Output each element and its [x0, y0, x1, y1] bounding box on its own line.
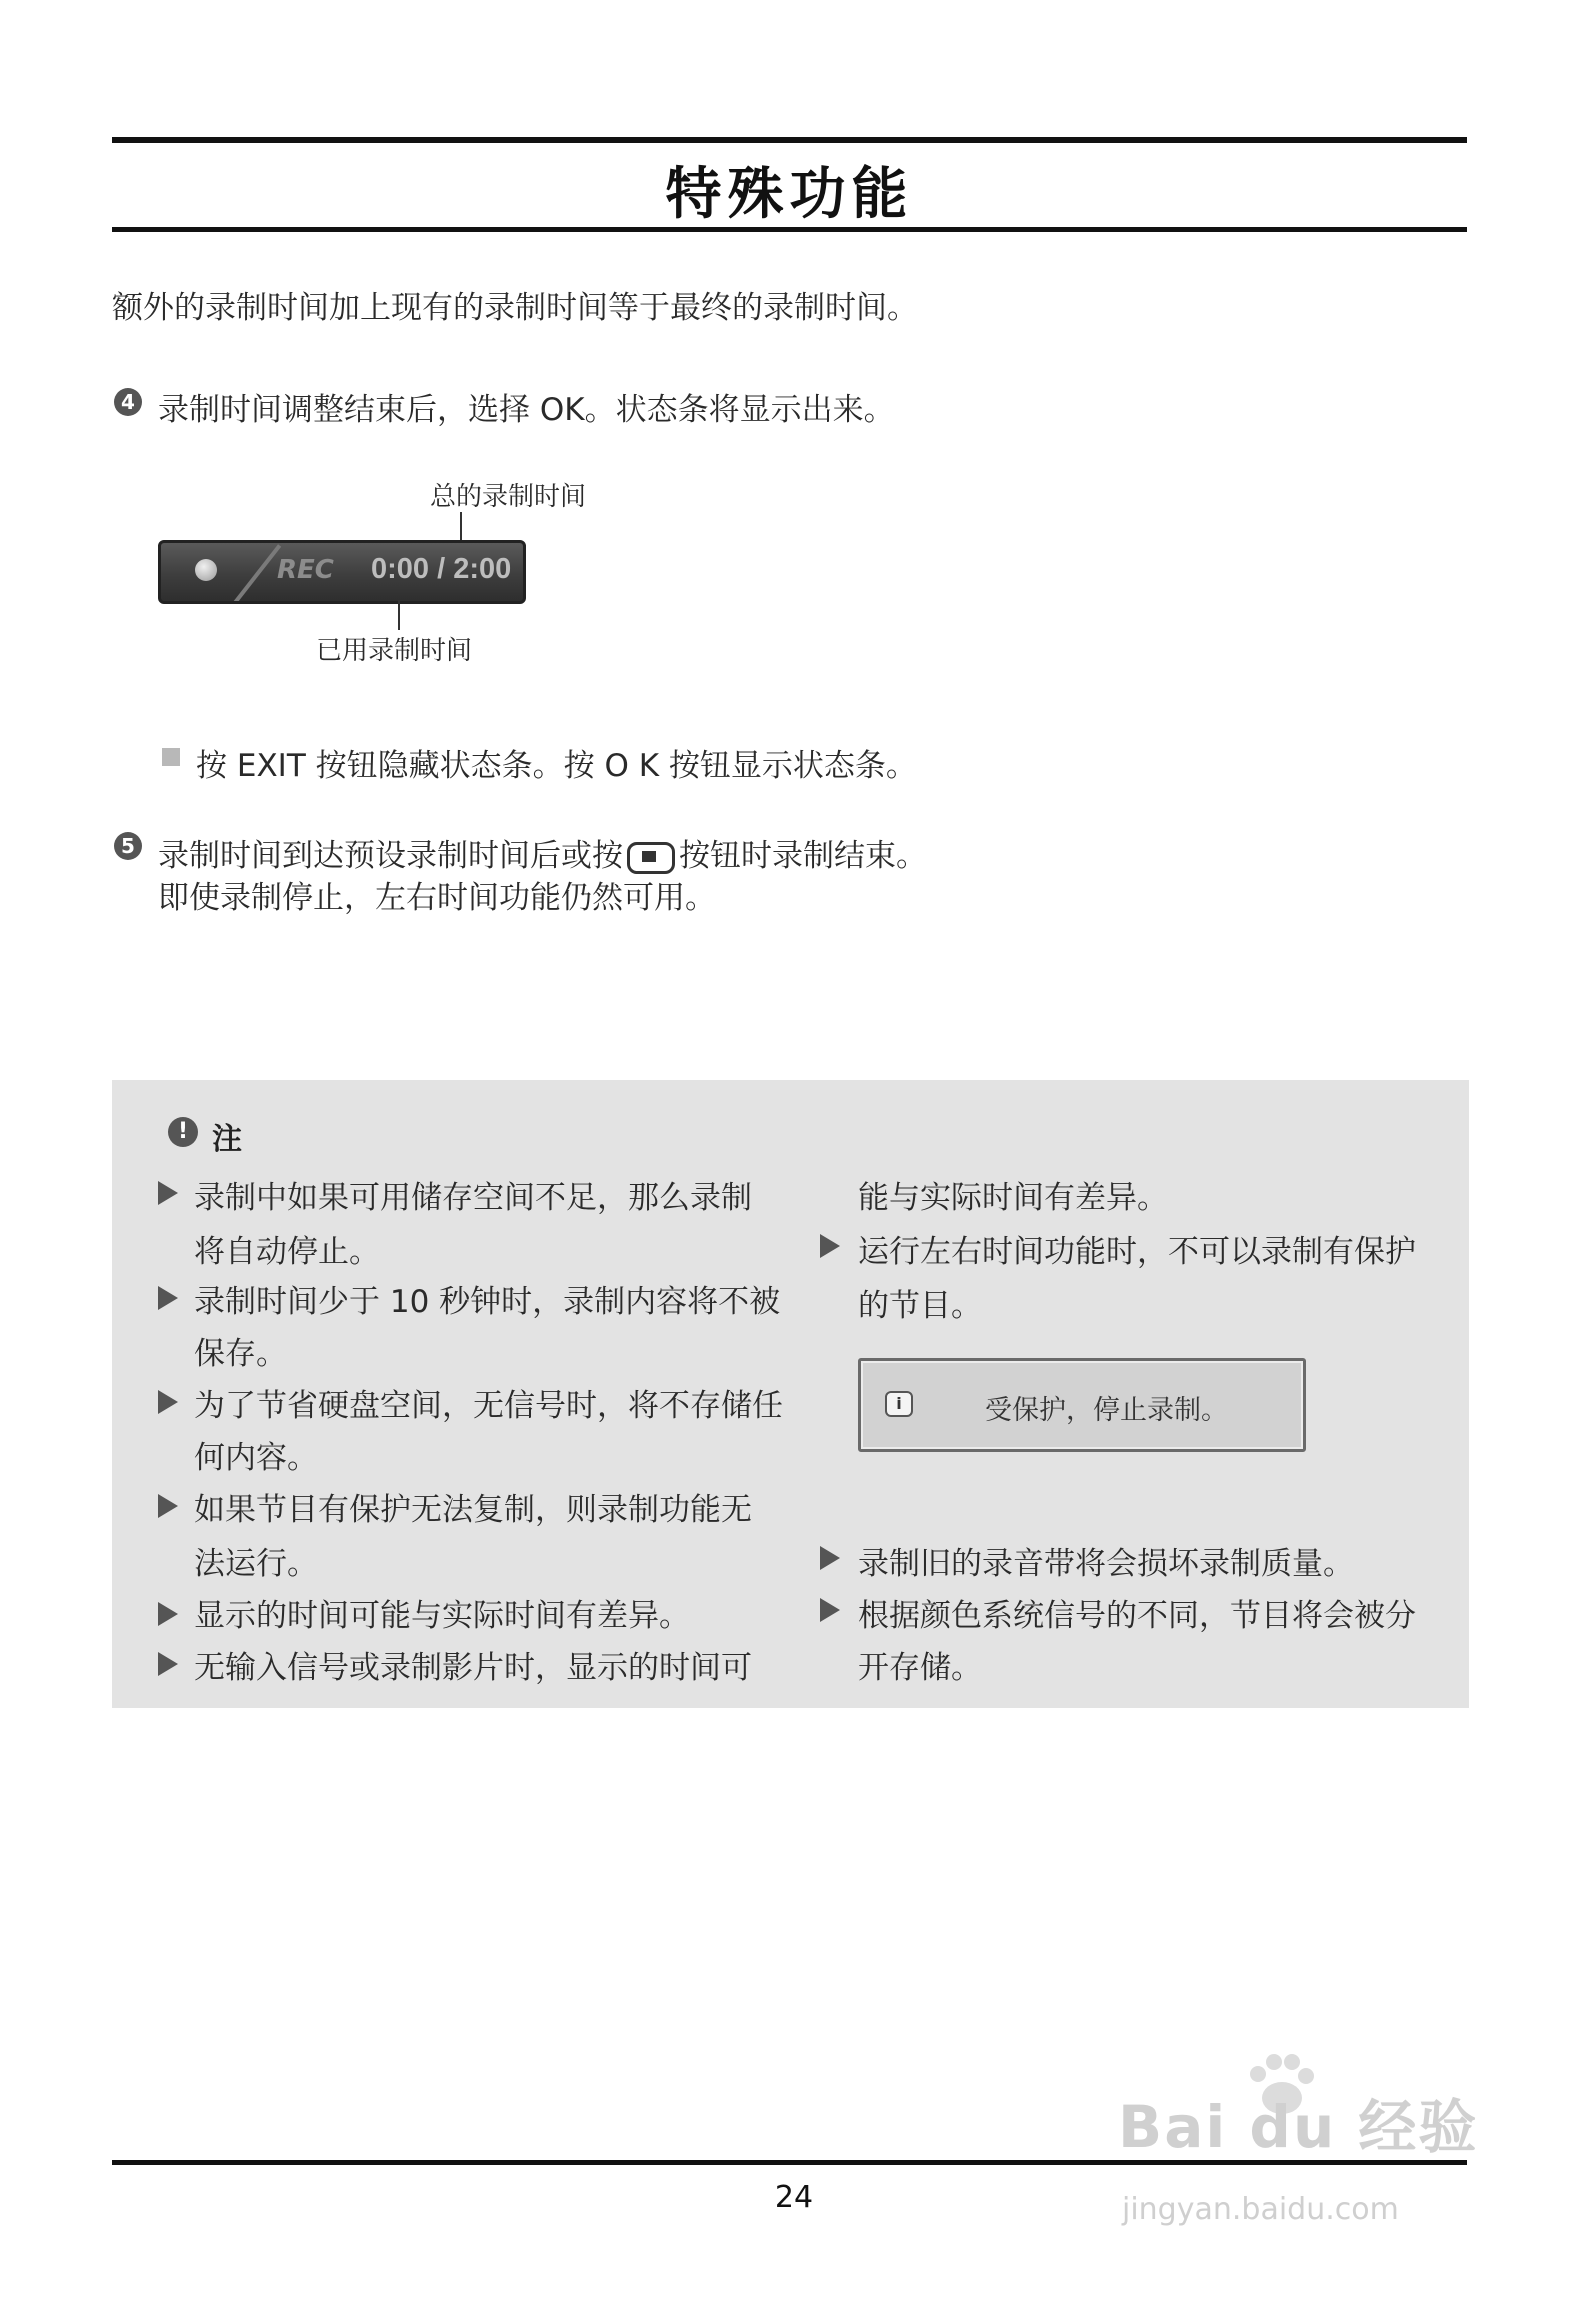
triangle-bullet-icon: [158, 1494, 178, 1518]
triangle-bullet-icon: [158, 1286, 178, 1310]
note-right-3b: 开存储。: [858, 1650, 982, 1686]
note-left-1a: 录制中如果可用储存空间不足，那么录制: [194, 1180, 752, 1216]
watermark-logo: Bai du 经验: [1118, 2093, 1479, 2161]
tip-text: 按 EXIT 按钮隐藏状态条。按 O K 按钮显示状态条。: [196, 748, 917, 784]
note-left-2b: 保存。: [194, 1336, 287, 1372]
status-bar-divider: [229, 544, 281, 604]
note-right-2a: 录制旧的录音带将会损坏录制质量。: [858, 1546, 1354, 1582]
step-5-text-b: 按钮时录制结束。: [679, 838, 927, 874]
note-left-6a: 无输入信号或录制影片时，显示的时间可: [194, 1650, 752, 1686]
note-right-1a: 运行左右时间功能时，不可以录制有保护: [858, 1234, 1416, 1270]
note-left-3a: 为了节省硬盘空间，无信号时，将不存储任: [194, 1388, 783, 1424]
stop-button-icon: [627, 842, 675, 874]
note-right-1b: 的节目。: [858, 1288, 982, 1324]
page-title: 特殊功能: [665, 162, 914, 227]
step-5-line1: [158, 830, 927, 875]
note-right-3a: 根据颜色系统信号的不同，节目将会被分: [858, 1598, 1416, 1634]
note-left-1b: 将自动停止。: [194, 1234, 380, 1270]
step-4-badge: 4: [114, 388, 142, 416]
triangle-bullet-icon: [158, 1181, 178, 1205]
step-5-text-a: 录制时间到达预设录制时间后或按: [158, 838, 623, 874]
intro-text: 额外的录制时间加上现有的录制时间等于最终的录制时间。: [112, 290, 918, 326]
elapsed-time-leader: [398, 600, 400, 630]
note-right-cont: 能与实际时间有差异。: [858, 1180, 1168, 1216]
step-4-text: 录制时间调整结束后，选择 OK。状态条将显示出来。: [158, 392, 895, 428]
step-5-badge: 5: [114, 832, 142, 860]
info-icon: i: [885, 1391, 913, 1417]
rec-time-readout: 0:00 / 2:00: [371, 553, 512, 585]
protected-message: 受保护，停止录制。: [985, 1395, 1228, 1426]
header-top-rule: [112, 137, 1467, 143]
square-bullet-icon: [162, 748, 180, 766]
note-left-2a: 录制时间少于 10 秒钟时，录制内容将不被: [194, 1284, 781, 1320]
triangle-bullet-icon: [158, 1602, 178, 1626]
total-time-label: 总的录制时间: [430, 482, 587, 512]
step-5-line2: 即使录制停止，左右时间功能仍然可用。: [158, 880, 716, 916]
record-dot-icon: [195, 559, 217, 581]
recording-status-bar: [158, 540, 526, 604]
triangle-bullet-icon: [820, 1546, 840, 1570]
note-left-3b: 何内容。: [194, 1440, 318, 1476]
note-title: 注: [212, 1122, 242, 1157]
triangle-bullet-icon: [820, 1598, 840, 1622]
triangle-bullet-icon: [158, 1390, 178, 1414]
note-left-4b: 法运行。: [194, 1546, 318, 1582]
triangle-bullet-icon: [820, 1234, 840, 1258]
triangle-bullet-icon: [158, 1652, 178, 1676]
rec-label: REC: [277, 555, 334, 585]
elapsed-time-label: 已用录制时间: [316, 636, 473, 666]
page-number: 24: [774, 2180, 814, 2215]
note-left-5a: 显示的时间可能与实际时间有差异。: [194, 1598, 690, 1634]
note-left-4a: 如果节目有保护无法复制，则录制功能无: [194, 1492, 752, 1528]
watermark-url: jingyan.baidu.com: [1122, 2192, 1399, 2227]
header-bottom-rule: [112, 227, 1467, 232]
protected-stop-dialog: [858, 1358, 1306, 1452]
info-circle-icon: !: [168, 1117, 198, 1147]
